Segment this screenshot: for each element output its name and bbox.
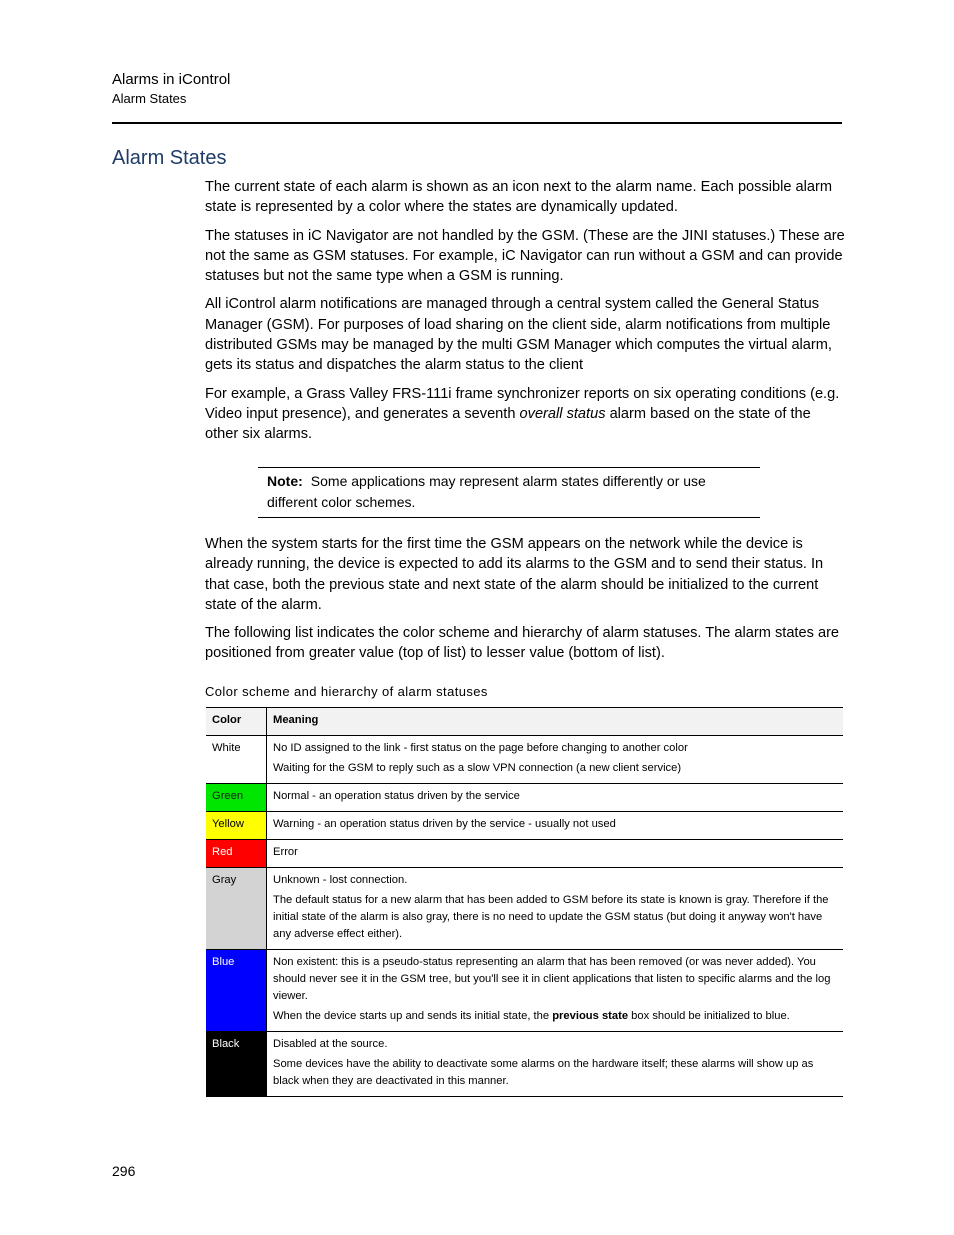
alarm-status-table <box>206 707 843 1097</box>
followup-text <box>205 534 845 664</box>
paragraph: All iControl alarm notifications are managed through a central system called the General Status Manager (GSM). For purposes of load sharing on the client side, alarm notifications from multiple distributed GSMs may be managed by the multi GSM Manager which computes the virtual alarm, gets its status and dispatches the alarm status to the client <box>205 296 832 374</box>
header-rule <box>112 122 842 124</box>
table-row <box>206 840 843 868</box>
table-caption: Color scheme and hierarchy of alarm statuses <box>205 684 488 699</box>
color-swatch-cell: Red <box>206 840 267 868</box>
paragraph-example <box>205 384 845 445</box>
paragraph: When the system starts for the first time the GSM appears on the network while the device is already running, the device is expected to add its alarms to the GSM and to send their status. In that case, both the previous state and next state of the alarm should be initialized to the current state of the alarm. <box>205 536 824 613</box>
meaning-cell <box>267 868 844 950</box>
example-emphasis: overall status <box>519 405 606 422</box>
color-swatch-cell: Green <box>206 784 267 812</box>
page-number: 296 <box>112 1163 136 1179</box>
paragraph: The statuses in iC Navigator are not handled by the GSM. (These are the JINI statuses.) These are not the same as GSM statuses. For example, iC Navigator can run without a GSM and can provide statuses but not the same type when a GSM is running. <box>205 227 845 285</box>
meaning-line: Normal - an operation status driven by the service <box>273 790 520 802</box>
running-head-chapter: Alarms in iControl <box>112 71 231 88</box>
color-swatch-cell: Gray <box>206 868 267 950</box>
meaning-line: Error <box>273 846 298 858</box>
running-head-section: Alarm States <box>112 91 187 106</box>
color-swatch-cell: White <box>206 736 267 784</box>
meaning-bold: previous state <box>552 1010 629 1022</box>
color-swatch-cell: Black <box>206 1032 267 1097</box>
meaning-line: No ID assigned to the link - first status on the page before changing to another color <box>273 742 688 754</box>
paragraph: The current state of each alarm is shown as an icon next to the alarm name. Each possible alarm state is represented by a color where the states are dynamically updated. <box>205 179 833 216</box>
table-row <box>206 736 843 784</box>
color-swatch-cell: Yellow <box>206 812 267 840</box>
meaning-cell <box>267 784 844 812</box>
meaning-line <box>273 1008 837 1025</box>
meaning-cell <box>267 950 844 1032</box>
table-row <box>206 868 843 950</box>
meaning-line: Disabled at the source. <box>273 1038 388 1050</box>
table-row <box>206 1032 843 1097</box>
example-text-end: alarm based on the state of the other six alarms. <box>205 405 811 443</box>
table-row <box>206 784 843 812</box>
note-label: Note: <box>267 473 303 489</box>
table-row <box>206 950 843 1032</box>
meaning-line: Some devices have the ability to deactivate some alarms on the hardware itself; these alarms will show up as black when they are deactivated in this manner. <box>273 1058 814 1087</box>
meaning-cell <box>267 840 844 868</box>
note-box <box>258 467 760 518</box>
meaning-cell <box>267 1032 844 1097</box>
table-row <box>206 812 843 840</box>
paragraph: The following list indicates the color scheme and hierarchy of alarm statuses. The alarm states are positioned from greater value (top of list) to lesser value (bottom of list). <box>205 625 840 662</box>
meaning-cell <box>267 736 844 784</box>
note-text: Some applications may represent alarm states differently or use different color schemes. <box>267 473 706 510</box>
example-text: For example, a Grass Valley FRS-111i frame synchronizer reports on six operating conditions (e.g. Video input presence), and generates a seventh <box>205 385 840 422</box>
meaning-line: The default status for a new alarm that has been added to GSM before its state is known is gray. Therefore if the initial state of the alarm is also gray, there is no need to update the GSM status (but doing it anyway won't have any adverse effect either). <box>273 894 829 940</box>
color-swatch-cell: Blue <box>206 950 267 1032</box>
intro-text <box>205 177 845 445</box>
table-body <box>206 736 843 1097</box>
meaning-line: Non existent: this is a pseudo-status representing an alarm that has been removed (or was never added). You should never see it in the GSM tree, but you'll see it in client applications that listen to specific alarms and the log viewer. <box>273 956 831 1002</box>
meaning-line: Warning - an operation status driven by the service - usually not used <box>273 818 616 830</box>
running-head <box>112 70 230 108</box>
meaning-cell <box>267 812 844 840</box>
meaning-text: box should be initialized to blue. <box>628 1010 790 1022</box>
header-color: Color <box>206 708 267 736</box>
meaning-line: Unknown - lost connection. <box>273 874 408 886</box>
header-meaning: Meaning <box>267 708 844 736</box>
meaning-text: When the device starts up and sends its initial state, the <box>273 1010 553 1022</box>
section-title: Alarm States <box>112 147 227 169</box>
meaning-line: Waiting for the GSM to reply such as a slow VPN connection (a new client service) <box>273 762 682 774</box>
table-header-row <box>206 708 843 736</box>
